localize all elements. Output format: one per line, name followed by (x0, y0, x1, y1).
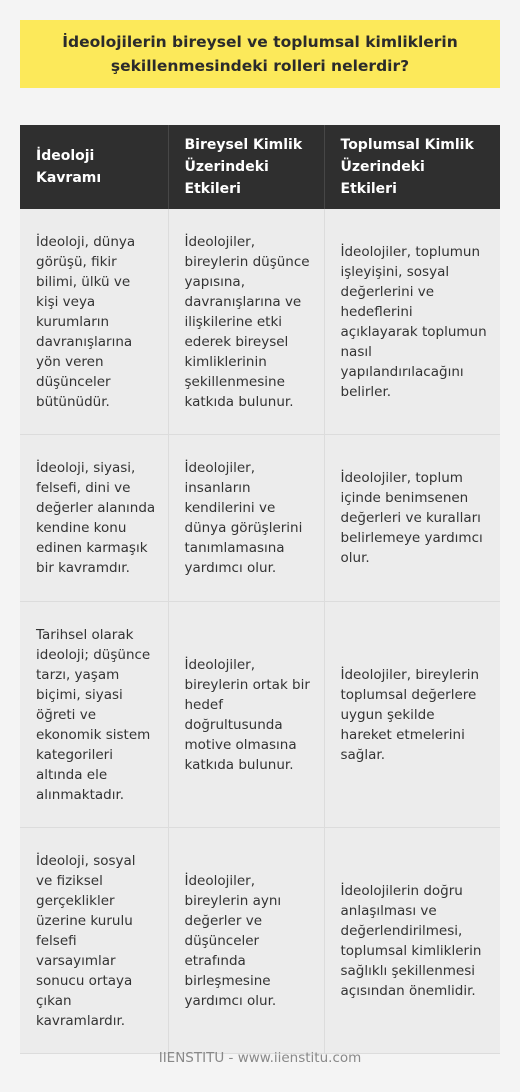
table-cell: İdeoloji, dünya görüşü, fikir bilimi, ülkü ve kişi veya kurumların davranışlarına yön veren düşünceler bütünüdür. (20, 209, 168, 435)
table-header-row (20, 125, 500, 209)
table-cell: İdeolojiler, insanların kendilerini ve dünya görüşlerini tanımlamasına yardımcı olur. (168, 435, 324, 602)
table-cell: Tarihsel olarak ideoloji; düşünce tarzı, yaşam biçimi, siyasi öğreti ve ekonomik sistem kategorileri altında ele alınmaktadır. (20, 602, 168, 828)
table-cell: İdeolojiler, bireylerin aynı değerler ve düşünceler etrafında birleşmesine yardımcı olur. (168, 828, 324, 1054)
table-row (20, 602, 500, 828)
column-header-individual-identity: Bireysel Kimlik Üzerindeki Etkileri (168, 125, 324, 209)
title-banner (20, 20, 500, 88)
ideology-table (20, 125, 500, 1054)
table-cell: İdeoloji, siyasi, felsefi, dini ve değerler alanında kendine konu edinen karmaşık bir kavramdır. (20, 435, 168, 602)
table-cell: İdeoloji, sosyal ve fiziksel gerçeklikler üzerine kurulu felsefi varsayımlar sonucu ortaya çıkan kavramlardır. (20, 828, 168, 1054)
table-cell: İdeolojiler, bireylerin düşünce yapısına, davranışlarına ve ilişkilerine etki ederek bireysel kimliklerinin şekillenmesine katkıda bulunur. (168, 209, 324, 435)
page-title: İdeolojilerin bireysel ve toplumsal kimliklerin şekillenmesindeki rolleri nelerdir? (62, 33, 458, 75)
table-row (20, 435, 500, 602)
table-row (20, 828, 500, 1054)
table-cell: İdeolojiler, toplum içinde benimsenen değerleri ve kuralları belirlemeye yardımcı olur. (324, 435, 500, 602)
table-row (20, 209, 500, 435)
column-header-ideology-concept: İdeoloji Kavramı (20, 125, 168, 209)
column-header-social-identity: Toplumsal Kimlik Üzerindeki Etkileri (324, 125, 500, 209)
table-cell: İdeolojiler, bireylerin ortak bir hedef doğrultusunda motive olmasına katkıda bulunur. (168, 602, 324, 828)
table-cell: İdeolojiler, bireylerin toplumsal değerlere uygun şekilde hareket etmelerini sağlar. (324, 602, 500, 828)
table-cell: İdeolojiler, toplumun işleyişini, sosyal değerlerini ve hedeflerini açıklayarak toplumun nasıl yapılandırılacağını belirler. (324, 209, 500, 435)
footer-credit: IIENSTITU - www.iienstitu.com (158, 1050, 362, 1066)
table-cell: İdeolojilerin doğru anlaşılması ve değerlendirilmesi, toplumsal kimliklerin sağlıklı şekillenmesi açısından önemlidir. (324, 828, 500, 1054)
